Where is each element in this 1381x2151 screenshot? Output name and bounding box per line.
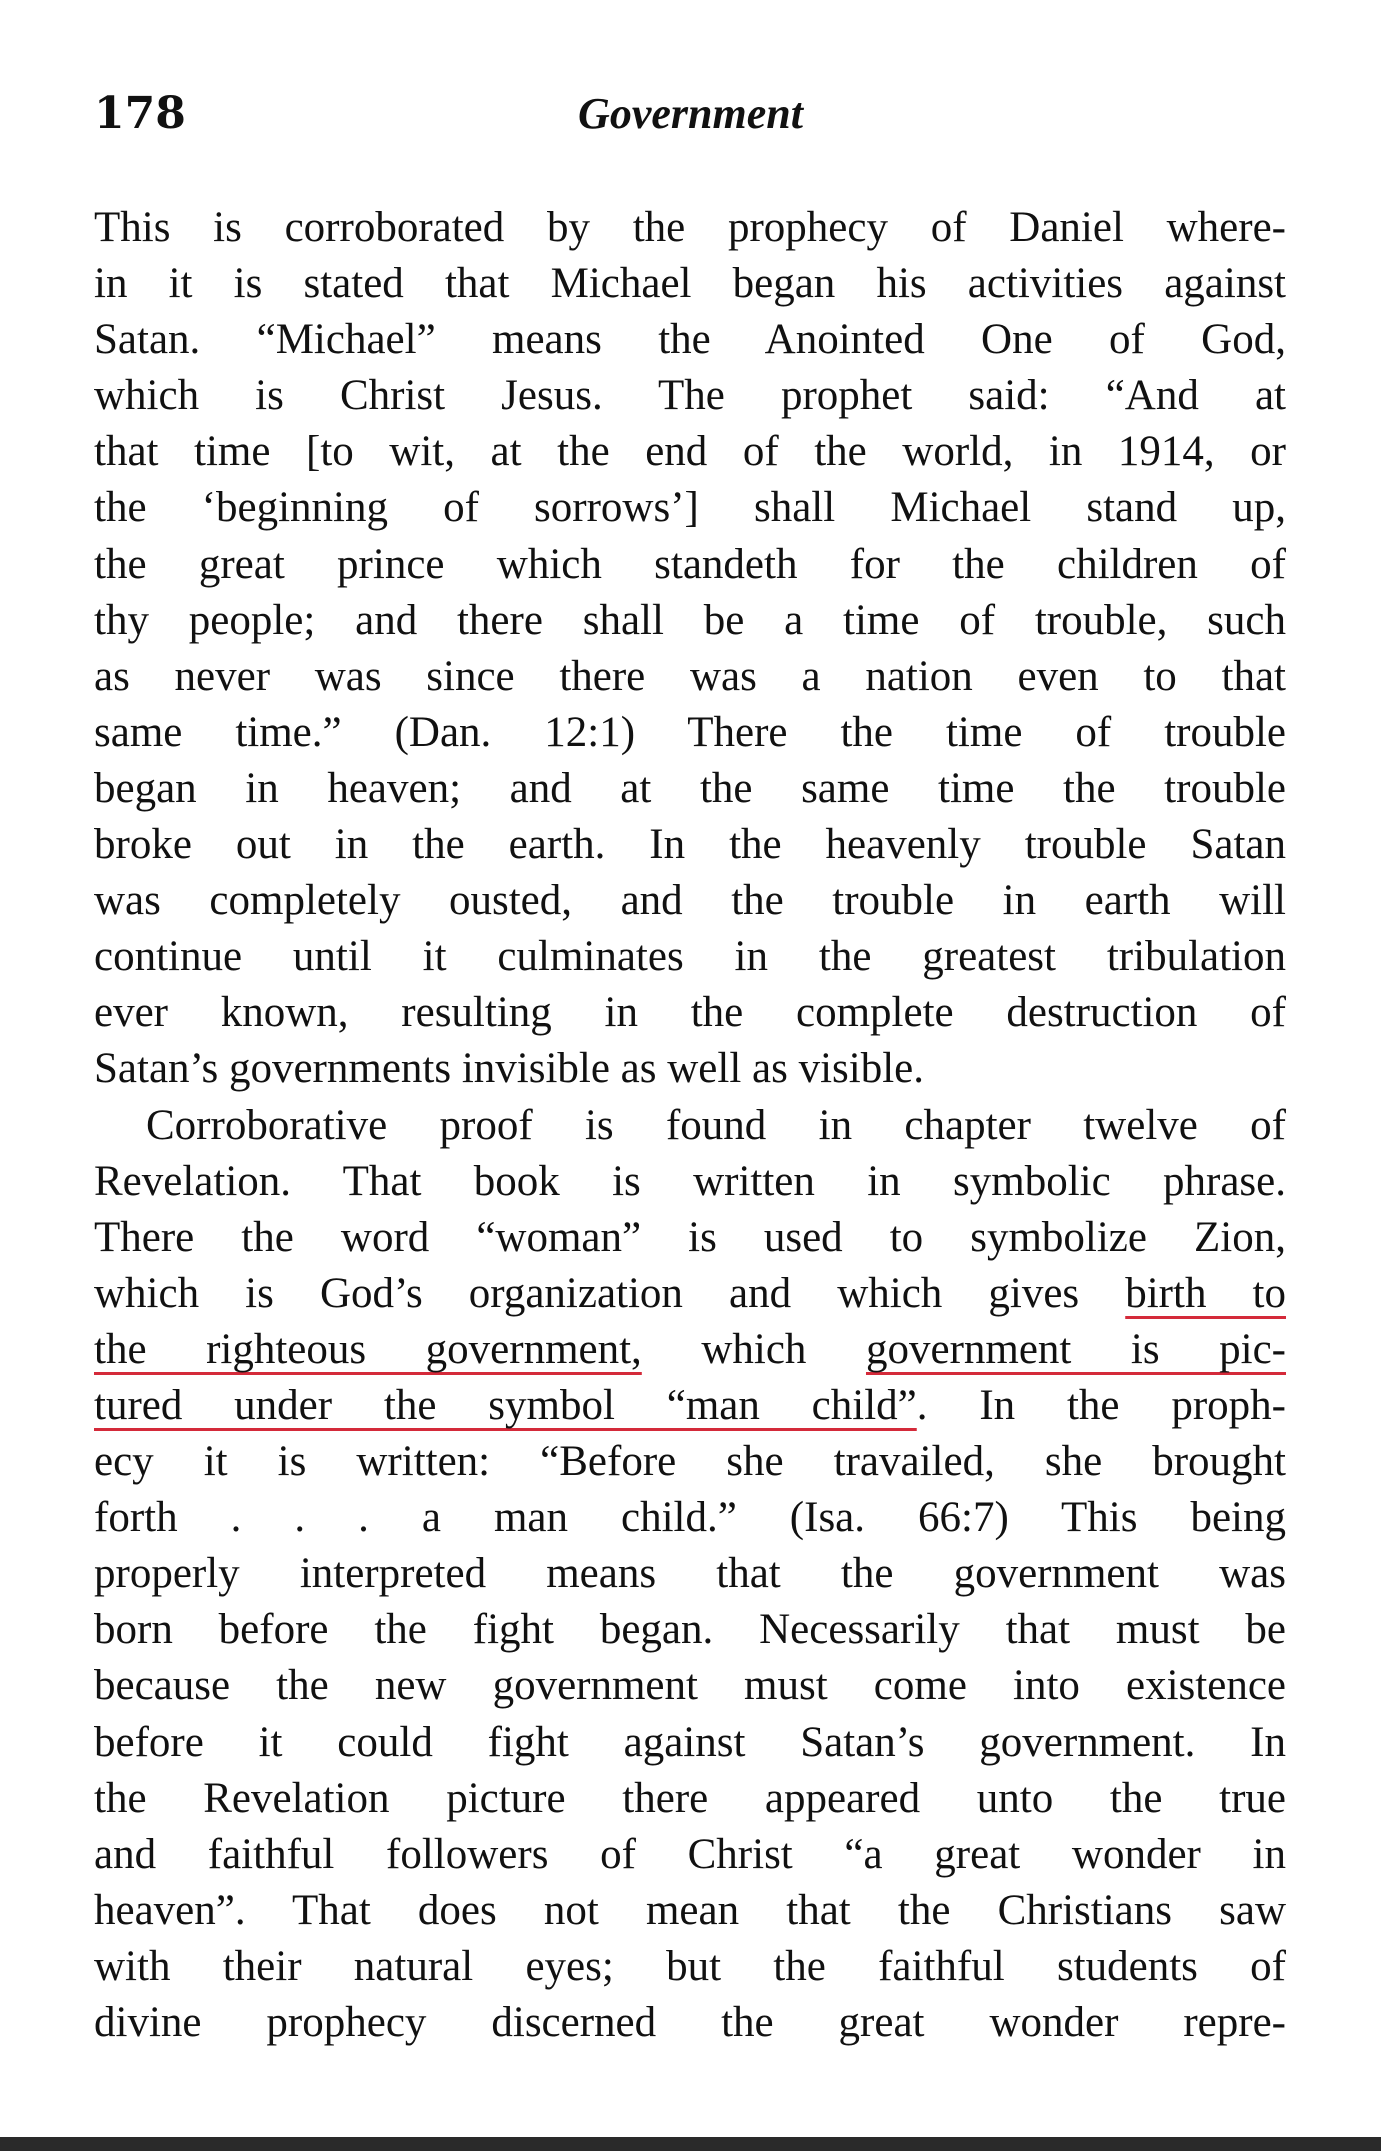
underlined-text: tured under the symbol “man child” bbox=[94, 1381, 917, 1429]
text-segment: in it is stated that Michael began his activities against bbox=[94, 260, 1286, 308]
text-line bbox=[94, 1715, 1286, 1771]
text-segment: Corroborative proof is found in chapter twelve of bbox=[146, 1101, 1286, 1149]
text-line bbox=[94, 480, 1286, 536]
text-segment: which is God’s organization and which gives bbox=[94, 1269, 1126, 1317]
text-segment: born before the fight began. Necessarily that must be bbox=[94, 1606, 1286, 1654]
underlined-text: government is pic- bbox=[865, 1325, 1286, 1373]
page-number: 178 bbox=[94, 88, 186, 139]
text-segment: heaven”. That does not mean that the Christians saw bbox=[94, 1886, 1286, 1934]
text-segment: divine prophecy discerned the great wonder repre- bbox=[94, 1999, 1286, 2046]
underlined-text: birth to bbox=[1125, 1269, 1286, 1317]
text-line bbox=[94, 929, 1286, 985]
text-segment: the ‘beginning of sorrows’] shall Michael stand up, bbox=[94, 484, 1286, 532]
text-segment: ecy it is written: “Before she travailed, she brought bbox=[94, 1438, 1286, 1486]
page-header bbox=[94, 88, 1287, 148]
text-segment: as never was since there was a nation even to that bbox=[94, 652, 1286, 700]
text-line bbox=[94, 1210, 1286, 1266]
text-segment: began in heaven; and at the same time the trouble bbox=[94, 764, 1286, 812]
underlined-text: the righteous government, bbox=[94, 1325, 642, 1373]
text-segment: Satan. “Michael” means the Anointed One of God, bbox=[94, 316, 1286, 364]
text-line bbox=[94, 1939, 1286, 1995]
text-line bbox=[94, 1995, 1286, 2051]
text-line bbox=[94, 1041, 1286, 1097]
text-segment: because the new government must come into existence bbox=[94, 1662, 1286, 1710]
text-segment: ever known, resulting in the complete destruction of bbox=[94, 989, 1286, 1037]
text-line bbox=[94, 368, 1286, 424]
text-line bbox=[94, 1434, 1286, 1490]
text-line bbox=[94, 593, 1286, 649]
bottom-scan-edge bbox=[0, 2137, 1381, 2151]
text-line bbox=[94, 1322, 1286, 1378]
text-line bbox=[94, 1658, 1286, 1714]
text-line bbox=[94, 424, 1286, 480]
text-segment: thy people; and there shall be a time of trouble, such bbox=[94, 596, 1286, 644]
text-line bbox=[94, 1154, 1286, 1210]
text-line bbox=[94, 1266, 1286, 1322]
text-line bbox=[94, 649, 1286, 705]
text-segment: that time [to wit, at the end of the world, in 1914, or bbox=[94, 428, 1286, 476]
text-segment: which bbox=[641, 1325, 866, 1373]
running-title: Government bbox=[578, 89, 803, 138]
text-line bbox=[94, 1883, 1286, 1939]
text-segment: before it could fight against Satan’s government. In bbox=[94, 1718, 1286, 1766]
text-segment: forth . . . a man child.” (Isa. 66:7) This being bbox=[94, 1494, 1286, 1542]
text-segment: and faithful followers of Christ “a great wonder in bbox=[94, 1830, 1286, 1878]
text-line bbox=[94, 1378, 1286, 1434]
text-line bbox=[94, 256, 1286, 312]
text-segment: . In the proph- bbox=[916, 1381, 1286, 1429]
text-line bbox=[94, 873, 1286, 929]
text-segment: the Revelation picture there appeared unto the true bbox=[94, 1774, 1286, 1822]
text-segment: properly interpreted means that the government was bbox=[94, 1550, 1286, 1598]
text-line bbox=[94, 817, 1286, 873]
text-line bbox=[94, 312, 1286, 368]
text-segment: was completely ousted, and the trouble in earth will bbox=[94, 877, 1286, 925]
text-segment: Revelation. That book is written in symbolic phrase. bbox=[94, 1157, 1286, 1205]
text-line bbox=[94, 1771, 1286, 1827]
text-segment: Satan’s governments invisible as well as visible. bbox=[94, 1045, 925, 1093]
text-segment: There the word “woman” is used to symbolize Zion, bbox=[94, 1213, 1286, 1261]
text-line bbox=[94, 1490, 1286, 1546]
text-segment: which is Christ Jesus. The prophet said: “And at bbox=[94, 372, 1286, 420]
text-line bbox=[94, 761, 1286, 817]
text-line bbox=[94, 705, 1286, 761]
text-line bbox=[94, 985, 1286, 1041]
text-line bbox=[94, 200, 1286, 256]
text-line bbox=[94, 1602, 1286, 1658]
text-segment: This is corroborated by the prophecy of Daniel where- bbox=[94, 204, 1286, 251]
text-segment: with their natural eyes; but the faithful students of bbox=[94, 1942, 1286, 1990]
text-line bbox=[94, 537, 1286, 593]
text-segment: same time.” (Dan. 12:1) There the time of trouble bbox=[94, 708, 1286, 756]
text-line bbox=[94, 1827, 1286, 1883]
body-text bbox=[94, 200, 1286, 2051]
text-line bbox=[94, 1098, 1286, 1154]
text-segment: continue until it culminates in the greatest tribulation bbox=[94, 933, 1286, 981]
text-segment: the great prince which standeth for the children of bbox=[94, 540, 1286, 588]
text-segment: broke out in the earth. In the heavenly trouble Satan bbox=[94, 821, 1286, 869]
text-line bbox=[94, 1546, 1286, 1602]
